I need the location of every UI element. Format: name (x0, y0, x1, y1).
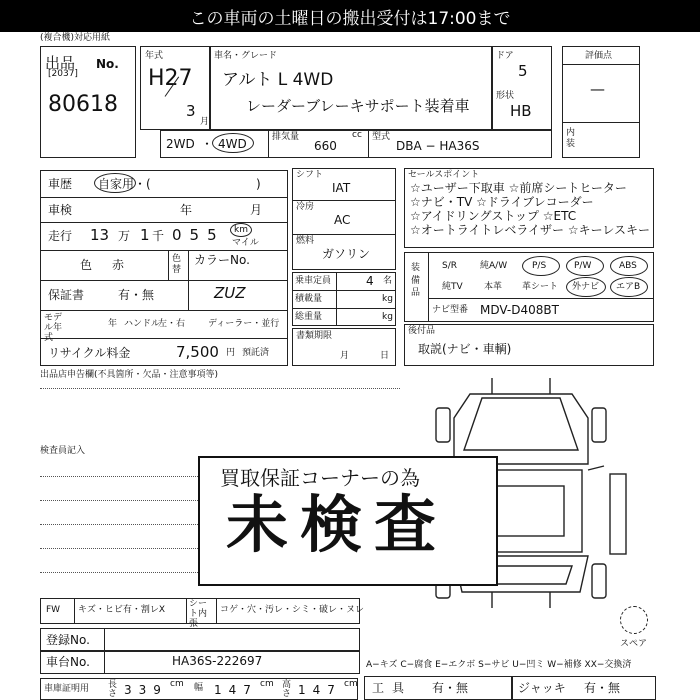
mileage-man-unit: 万 (118, 229, 131, 243)
equip-leather: 本革 (484, 282, 503, 292)
notice-banner-text: この車両の土曜日の搬出受付は17:00まで (189, 8, 511, 29)
shape-value: HB (510, 102, 532, 120)
ac-value: AC (334, 213, 351, 227)
weight-label: 総重量 (295, 312, 323, 322)
equip-sr: S/R (442, 261, 457, 271)
vehicle-info-table (40, 170, 288, 366)
mileage-rest: 055 (172, 226, 225, 244)
navi-model-value: MDV-D408BT (480, 303, 559, 317)
equip-ps: P/S (532, 261, 547, 271)
displacement-value: 660 (314, 139, 337, 153)
lot-number: 80618 (48, 92, 118, 117)
history-value: 自家用・( (98, 177, 151, 191)
docs-day: 日 (380, 351, 390, 361)
fuel-label: 燃料 (296, 236, 315, 246)
model-label: 型式 (372, 132, 391, 142)
shift-value: IAT (332, 181, 351, 195)
dealer-label: ディーラー・並行 (208, 319, 280, 329)
after-parts-label: 後付品 (408, 326, 436, 336)
capacity-value: 4 (366, 274, 374, 288)
recycle-note: 預託済 (242, 348, 270, 358)
km-unit: km (234, 225, 248, 235)
mile-unit: マイル (232, 238, 259, 248)
width-label: 幅 (194, 683, 204, 693)
spare-tire-icon (620, 606, 648, 634)
shape-label: 形状 (496, 91, 515, 101)
weight-unit: kg (382, 312, 393, 322)
inspector-label: 検査員記入 (40, 446, 86, 456)
length-unit: cm (170, 679, 184, 689)
handle-label: ハンドル (124, 319, 161, 329)
fw-label: FW (46, 605, 61, 615)
year-value: H27 (148, 66, 193, 91)
chassis-value: HA36S-222697 (172, 654, 263, 668)
doors-value: 5 (518, 62, 528, 80)
selling-line-1: ☆ユーザー下取車 ☆前席シートヒーター (410, 181, 627, 195)
after-parts-value: 取説(ナビ・車輌) (418, 342, 512, 356)
width-unit: cm (260, 679, 274, 689)
jack-value: 有・無 (584, 681, 621, 695)
capacity-unit: 名 (383, 276, 393, 286)
score-value: — (590, 80, 605, 98)
model-year-unit: 年 (108, 319, 118, 329)
drive-2wd: 2WD (166, 137, 195, 151)
inspection-year: 年 (180, 203, 193, 217)
lot-small-code: [2037] (48, 69, 78, 79)
stamp-top-text: 買取保証コーナーの為 (220, 466, 420, 490)
selling-line-4: ☆オートライトレベライザー ☆キーレスキー (410, 223, 651, 237)
mileage-sen-unit: 千 (152, 229, 165, 243)
interior-label: 内装 (566, 128, 576, 149)
equip-pw: P/W (574, 261, 592, 271)
recycle-label: リサイクル料金 (48, 346, 131, 360)
displacement-unit: cc (352, 130, 362, 140)
inspection-month: 月 (250, 203, 263, 217)
year-label: 年式 (145, 51, 164, 61)
remarks-label: 出品店申告欄(不具箇所・欠品・注意事項等) (40, 370, 219, 380)
drive-4wd: 4WD (218, 137, 247, 151)
recycle-value: 7,500 (176, 343, 219, 361)
color-label: 色 (80, 258, 93, 272)
damage-legend: A−キズ C−腐食 E−エクボ S−サビ U−凹ミ W−補修 XX−交換済 (366, 660, 632, 670)
recycle-unit: 円 (226, 348, 236, 358)
selling-line-3: ☆アイドリングストップ ☆ETC (410, 209, 577, 223)
jack-label: ジャッキ (518, 681, 566, 695)
history-close: ) (256, 177, 261, 191)
stamp-main-text: 未検査 (226, 488, 449, 561)
equip-navi: 外ナビ (572, 282, 600, 292)
spare-label: スペア (620, 639, 648, 649)
lot-no-label: No. (96, 57, 119, 71)
car-name: アルト L 4WD (222, 70, 334, 90)
displacement-label: 排気量 (272, 132, 300, 142)
seat-label: シート内張 (189, 599, 208, 629)
score-label: 評価点 (585, 51, 613, 61)
repaint-label: 色替 (172, 254, 182, 275)
notice-banner (0, 0, 700, 32)
car-label: 車名・グレード (214, 51, 278, 61)
navi-model-label: ナビ型番 (432, 305, 469, 315)
chassis-label: 車台No. (46, 655, 90, 669)
doors-label: ドア (496, 51, 514, 61)
inspection-label: 車検 (48, 203, 73, 217)
tools-label: 工具 (372, 681, 413, 695)
tools-value: 有・無 (432, 681, 469, 695)
height-value: 147 (298, 683, 342, 697)
fuel-value: ガソリン (322, 247, 371, 261)
reg-label: 登録No. (46, 633, 90, 647)
mileage-sen: 1 (140, 226, 150, 244)
load-label: 積載量 (295, 294, 323, 304)
garage-label: 車庫証明用 (44, 684, 90, 694)
year-month-unit: 月 (200, 117, 210, 127)
colorno-value: ZUZ (214, 284, 246, 302)
equip-aw: 純A/W (480, 261, 508, 271)
width-value: 147 (214, 683, 258, 697)
drive-sep: ・ (201, 137, 214, 151)
fw-value: キズ・ヒビ有・割レX (78, 605, 165, 615)
capacity-label: 乗車定員 (295, 276, 332, 286)
lot-tag: 出品 (45, 54, 76, 72)
warranty-value: 有・無 (118, 288, 155, 302)
year-month: 3 (186, 102, 196, 120)
ac-label: 冷房 (296, 202, 315, 212)
equip-leather-seat: 革シート (522, 282, 559, 292)
length-value: 339 (124, 683, 168, 697)
docs-month: 月 (340, 351, 350, 361)
mileage-man: 13 (90, 226, 110, 244)
warranty-label: 保証書 (48, 288, 85, 302)
mileage-label: 走行 (48, 229, 73, 243)
history-label: 車歴 (48, 177, 73, 191)
selling-line-2: ☆ナビ・TV ☆ドライブレコーダー (410, 195, 594, 209)
model-value: DBA − HA36S (396, 139, 480, 153)
colorno-label: カラーNo. (194, 253, 250, 267)
form-note: (複合機)対応用紙 (40, 33, 111, 43)
color-value: 赤 (112, 258, 125, 272)
equip-airbag: エアB (616, 282, 641, 292)
handle-value: 左・右 (158, 319, 186, 329)
length-label: 長さ (108, 680, 118, 699)
selling-label: セールスポイント (408, 170, 480, 180)
model-year-label: モデル年式 (44, 313, 63, 343)
car-grade: レーダーブレーキサポート装着車 (246, 97, 470, 115)
shift-label: シフト (296, 170, 324, 180)
seat-value: コゲ・穴・汚レ・シミ・破レ・ヌレ (220, 605, 365, 615)
docs-label: 書類期限 (296, 331, 333, 341)
equip-tv: 純TV (442, 282, 463, 292)
height-unit: cm (344, 679, 358, 689)
equipment-label: 装備品 (411, 263, 421, 299)
height-label: 高さ (282, 680, 292, 699)
load-unit: kg (382, 294, 393, 304)
equip-abs: ABS (619, 261, 637, 271)
